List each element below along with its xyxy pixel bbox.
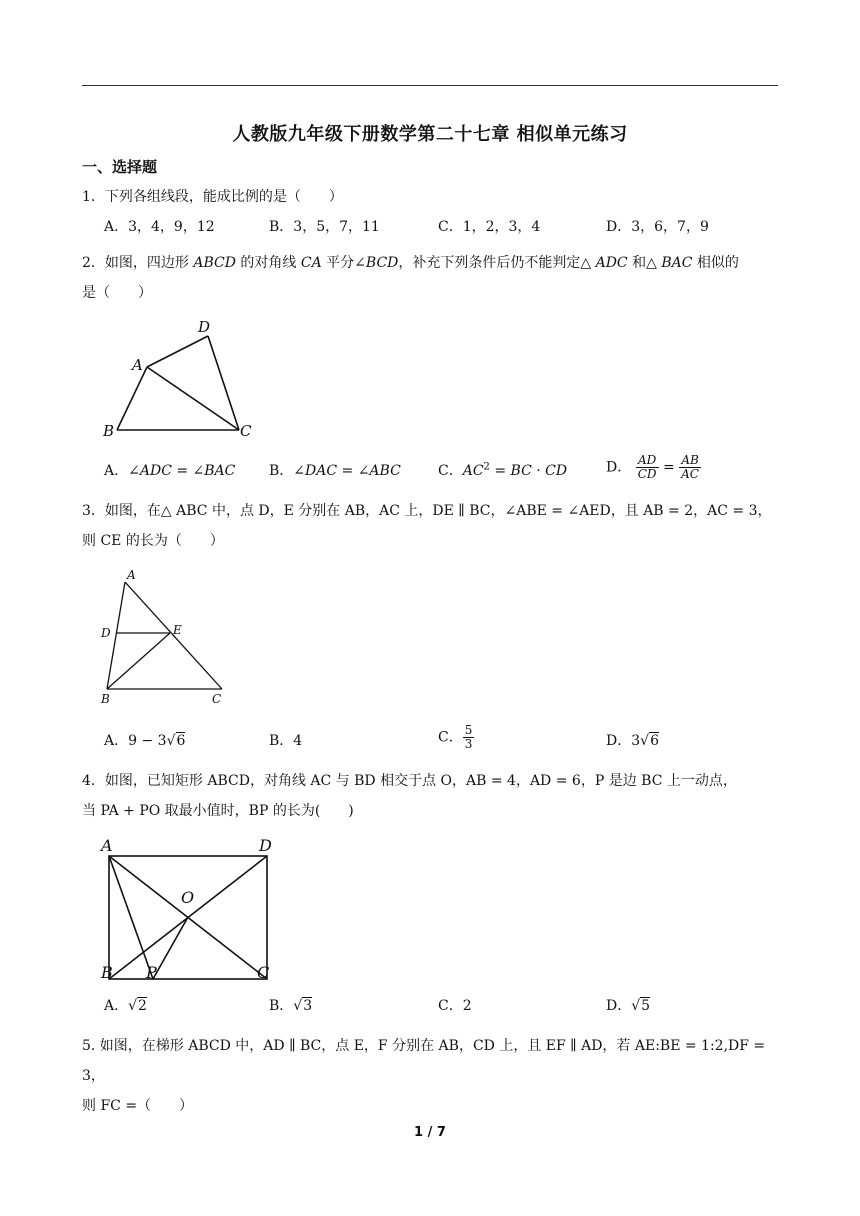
- question-2-figure: [95, 312, 265, 451]
- page-number: 1 / 7: [414, 1125, 446, 1140]
- label-c: C: [212, 692, 222, 706]
- segment-ad: [147, 336, 208, 367]
- label-p: P: [146, 963, 157, 982]
- label-c: C: [240, 422, 252, 440]
- label-b: B: [103, 422, 115, 440]
- question-4-options: [104, 995, 784, 1021]
- q2-option-a: A．∠ADC = ∠BAC: [104, 463, 236, 479]
- label-a: A: [132, 356, 143, 374]
- q4-option-c: C．2: [438, 998, 472, 1014]
- segment-ac: [147, 367, 239, 430]
- q1-option-d: D．3，6，7，9: [606, 219, 709, 235]
- question-5-stem: 5. 如图，在梯形 ABCD 中，AD ∥ BC，点 E，F 分别在 AB，CD 上，且 EF ∥ AD，若 AE:BE = 1:2,DF = 3， 则 FC =（ ）: [82, 1038, 766, 1114]
- q4-option-a: A．√2: [104, 998, 147, 1014]
- question-2-stem: 2．如图，四边形 ABCD 的对角线 CA 平分∠BCD，补充下列条件后仍不能判定△ ADC 和△ BAC 相似的 是（ ）: [82, 255, 739, 301]
- q1-option-a: A．3，4，9，12: [104, 219, 215, 235]
- page-title: 人教版九年级下册数学第二十七章 相似单元练习: [232, 124, 628, 145]
- header-rule: [82, 85, 778, 86]
- segment-po: [153, 917, 188, 979]
- label-a: A: [101, 836, 113, 855]
- q2-option-c: C．$AC^2$ = BC · CD: [438, 461, 568, 479]
- label-e: E: [173, 623, 182, 637]
- q1-option-c: C．1，2，3，4: [438, 219, 541, 235]
- question-3-figure: [95, 566, 235, 710]
- question-3-options: [104, 723, 784, 756]
- segment-ab: [117, 367, 147, 430]
- question-1-stem: 1．下列各组线段，能成比例的是（ ）: [82, 189, 343, 205]
- q4-option-b: B．√3: [269, 998, 313, 1014]
- question-4-stem: 4．如图，已知矩形 ABCD，对角线 AC 与 BD 相交于点 O，AB = 4，AD = 6，P 是边 BC 上一动点， 当 PA + PO 取最小值时，BP 的长为( ): [82, 773, 737, 819]
- q3-option-b: B．4: [269, 733, 303, 749]
- q4-option-d: D．√5: [606, 998, 651, 1014]
- label-a: A: [127, 568, 136, 582]
- question-3-stem: 3．如图，在△ ABC 中，点 D，E 分别在 AB，AC 上，DE ∥ BC，∠ABE = ∠AED，且 AB = 2，AC = 3， 则 CE 的长为（ ）: [82, 503, 772, 549]
- segment-be: [107, 633, 170, 689]
- label-o: O: [181, 888, 195, 907]
- question-1-options: [104, 216, 784, 242]
- q3-option-a: A．9 − 3√6: [104, 733, 186, 749]
- question-2-options: [104, 453, 784, 486]
- question-4-figure: [95, 832, 285, 991]
- label-b: B: [101, 692, 110, 706]
- label-c: C: [257, 963, 270, 982]
- label-d: D: [101, 626, 111, 640]
- label-d: D: [259, 836, 272, 855]
- label-b: B: [101, 963, 113, 982]
- label-d: D: [198, 318, 211, 336]
- q1-option-b: B．3，5，7，11: [269, 219, 380, 235]
- segment-ap: [109, 856, 153, 979]
- q2-option-d: D． $\frac{AD}{CD}$ = $\frac{AB}{AC}$: [606, 453, 699, 481]
- section-heading: 一、选择题: [82, 158, 158, 176]
- q3-option-c: C． $\frac{5}{3}$: [438, 723, 473, 751]
- segment-dc: [208, 336, 239, 430]
- q2-option-b: B．∠DAC = ∠ABC: [269, 463, 401, 479]
- q3-option-d: D．3√6: [606, 733, 659, 749]
